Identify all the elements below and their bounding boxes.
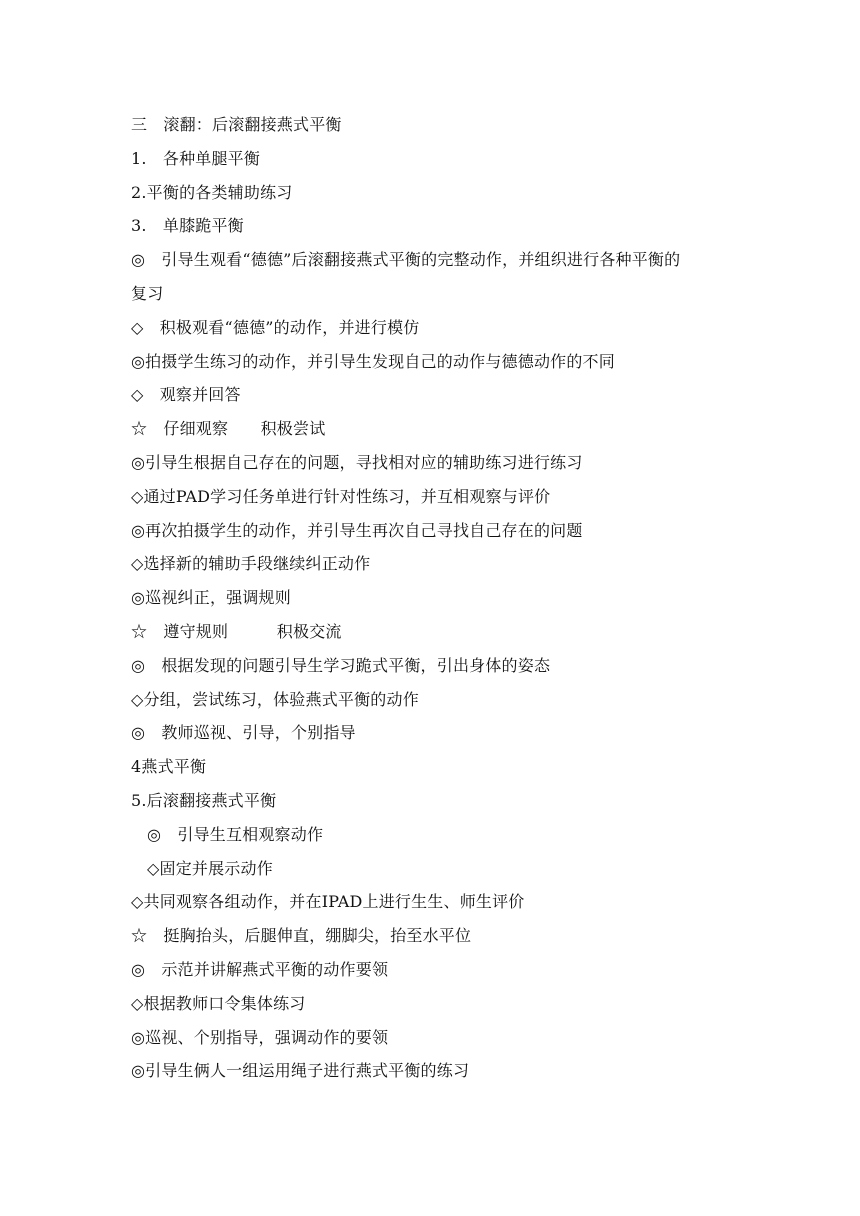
text-line: ◎ 引导生互相观察动作 — [147, 824, 324, 844]
text-line: ◇ 观察并回答 — [131, 385, 241, 405]
text-line: 1. 各种单腿平衡 — [131, 148, 261, 168]
text-line: 复习 — [131, 283, 164, 303]
text-line: 3. 单膝跪平衡 — [131, 216, 244, 236]
text-line: ◇分组，尝试练习，体验燕式平衡的动作 — [131, 689, 419, 709]
text-line: 2.平衡的各类辅助练习 — [131, 182, 293, 202]
text-line: ◎ 根据发现的问题引导生学习跪式平衡，引出身体的姿态 — [131, 655, 551, 675]
text-line: ◇ 积极观看“德德”的动作，并进行模仿 — [131, 317, 420, 337]
text-line: ◎ 教师巡视、引导，个别指导 — [131, 723, 356, 743]
text-line: ◇共同观察各组动作，并在IPAD上进行生生、师生评价 — [131, 892, 525, 912]
text-line: ◎ 示范并讲解燕式平衡的动作要领 — [131, 959, 389, 979]
document-body — [131, 108, 751, 1088]
text-line: ◇固定并展示动作 — [147, 858, 273, 878]
text-line: ◎ 引导生观看“德德”后滚翻接燕式平衡的完整动作，并组织进行各种平衡的 — [131, 250, 681, 270]
text-line: ☆ 仔细观察 积极尝试 — [131, 419, 326, 439]
text-line: ◎拍摄学生练习的动作，并引导生发现自己的动作与德德动作的不同 — [131, 351, 615, 371]
text-line: ☆ 遵守规则 积极交流 — [131, 621, 342, 641]
text-line: 5.后滚翻接燕式平衡 — [131, 790, 277, 810]
text-line: ◇通过PAD学习任务单进行针对性练习，并互相观察与评价 — [131, 486, 551, 506]
text-line: ◎巡视、个别指导，强调动作的要领 — [131, 1027, 389, 1047]
text-line: ◎引导生俩人一组运用绳子进行燕式平衡的练习 — [131, 1061, 470, 1081]
text-line: ◎再次拍摄学生的动作，并引导生再次自己寻找自己存在的问题 — [131, 520, 583, 540]
text-line: ◇根据教师口令集体练习 — [131, 993, 306, 1013]
section-heading: 三 滚翻：后滚翻接燕式平衡 — [131, 115, 342, 134]
text-line: ☆ 挺胸抬头，后腿伸直，绷脚尖，抬至水平位 — [131, 926, 472, 946]
text-line: ◎巡视纠正，强调规则 — [131, 588, 291, 608]
text-line: ◇选择新的辅助手段继续纠正动作 — [131, 554, 371, 574]
text-line: 4燕式平衡 — [131, 757, 207, 777]
text-line: ◎引导生根据自己存在的问题，寻找相对应的辅助练习进行练习 — [131, 452, 583, 472]
